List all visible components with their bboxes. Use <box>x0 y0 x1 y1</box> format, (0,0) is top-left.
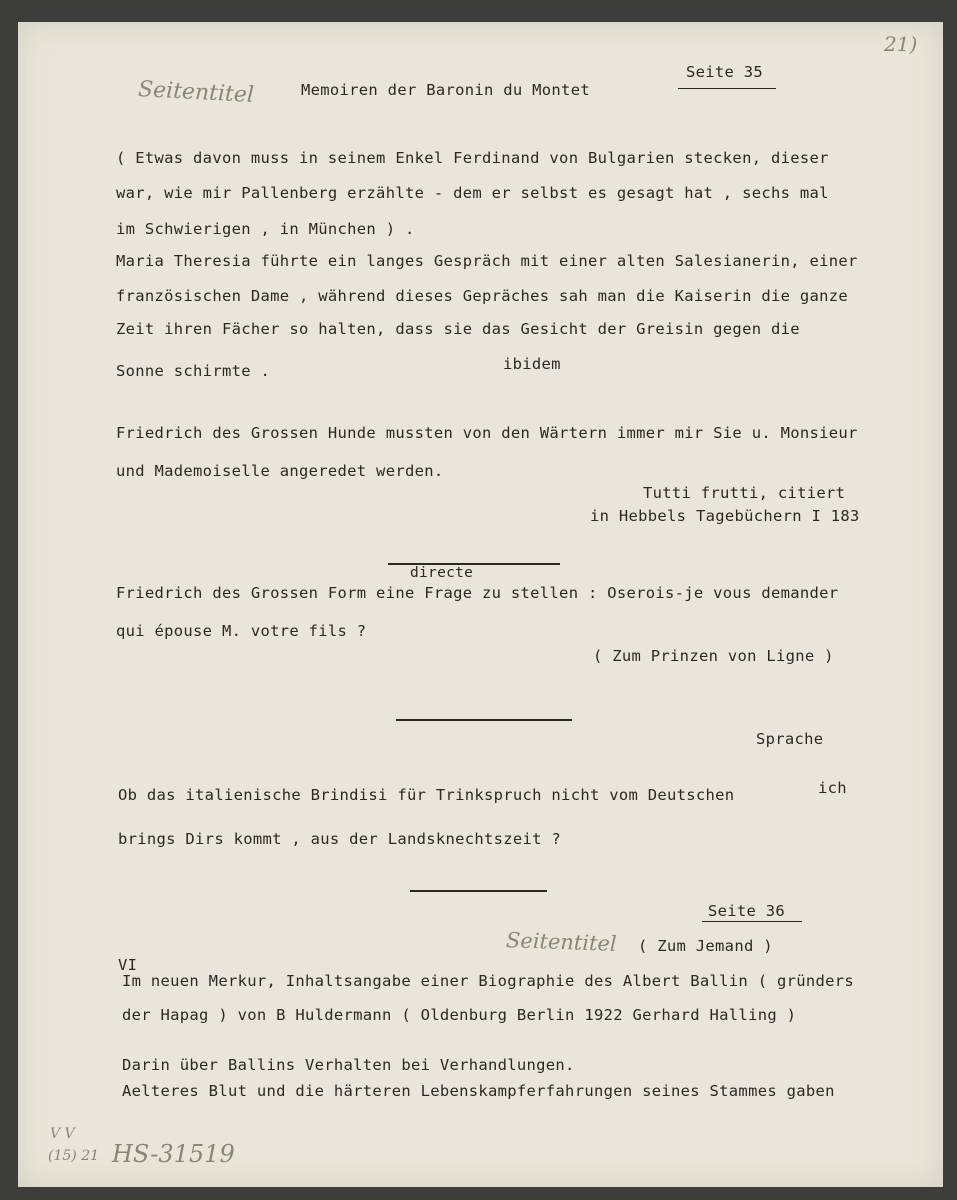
page-label-36-underline <box>702 921 802 922</box>
section-line-2: der Hapag ) von B Huldermann ( Oldenburg Berlin 1922 Gerhard Halling ) <box>122 1006 797 1024</box>
p4-line-1: Friedrich des Grossen Form eine Frage zu stellen : Oserois-je vous demander <box>116 584 839 602</box>
p3-source-line-1: Tutti frutti, citiert <box>643 484 846 502</box>
p2-line-4: Sonne schirmte . <box>116 362 271 380</box>
document-title: Memoiren der Baronin du Montet <box>301 81 590 99</box>
p2-line-2: französischen Dame , während dieses Gepräches sah man die Kaiserin die ganze <box>116 287 849 305</box>
p2-line-3: Zeit ihren Fächer so halten, dass sie das Gesicht der Greisin gegen die <box>116 320 800 338</box>
page-label-36: Seite 36 <box>708 902 786 920</box>
archive-marks-visible: V V <box>50 1126 75 1142</box>
p5-line-2: brings Dirs kommt , aus der Landsknechtszeit ? <box>118 830 562 848</box>
p5-aside: ich <box>818 779 847 797</box>
section-divider-2 <box>396 719 572 721</box>
section-line-3: Darin über Ballins Verhalten bei Verhandlungen. <box>122 1056 575 1074</box>
p3-line-1: Friedrich des Grossen Hunde mussten von den Wärtern immer mir Sie u. Monsieur <box>116 424 858 442</box>
page-label-underline <box>678 88 776 89</box>
pencil-note-section: Seitentitel <box>505 928 618 956</box>
archive-number: (15) 21 <box>48 1148 100 1164</box>
section-divider-3 <box>410 890 547 892</box>
p5-line-1: Ob das italienische Brindisi für Trinkspruch nicht vom Deutschen <box>118 786 735 804</box>
document-page <box>18 22 943 1187</box>
p3-line-2: und Mademoiselle angeredet werden. <box>116 462 444 480</box>
p2-source: ibidem <box>503 355 561 373</box>
section-line-4: Aelteres Blut und die härteren Lebenskampferfahrungen seines Stammes gaben <box>122 1082 835 1100</box>
p4-line-2: qui épouse M. votre fils ? <box>116 622 367 640</box>
p2-line-1: Maria Theresia führte ein langes Gespräch mit einer alten Salesianerin, einer <box>116 252 858 270</box>
page-label: Seite 35 <box>686 63 764 81</box>
p3-source-line-2: in Hebbels Tagebüchern I 183 <box>590 507 860 525</box>
insert-word: directe <box>410 565 474 581</box>
p1-line-2: war, wie mir Pallenberg erzählte - dem er selbst es gesagt hat , sechs mal <box>116 184 829 202</box>
section-line-1: Im neuen Merkur, Inhaltsangabe einer Biographie des Albert Ballin ( gründers <box>122 972 855 990</box>
p4-source: ( Zum Prinzen von Ligne ) <box>593 647 834 665</box>
p1-line-1: ( Etwas davon muss in seinem Enkel Ferdinand von Bulgarien stecken, dieser <box>116 149 829 167</box>
pencil-note-header: Seitentitel <box>137 76 255 109</box>
p5-margin-word: Sprache <box>756 730 824 748</box>
section-numeral: VI <box>118 956 138 974</box>
corner-number: 21) <box>884 32 918 56</box>
archive-signature: HS-31519 <box>112 1140 235 1168</box>
p1-line-3: im Schwierigen , in München ) . <box>116 220 415 238</box>
section-dedication: ( Zum Jemand ) <box>638 937 773 955</box>
